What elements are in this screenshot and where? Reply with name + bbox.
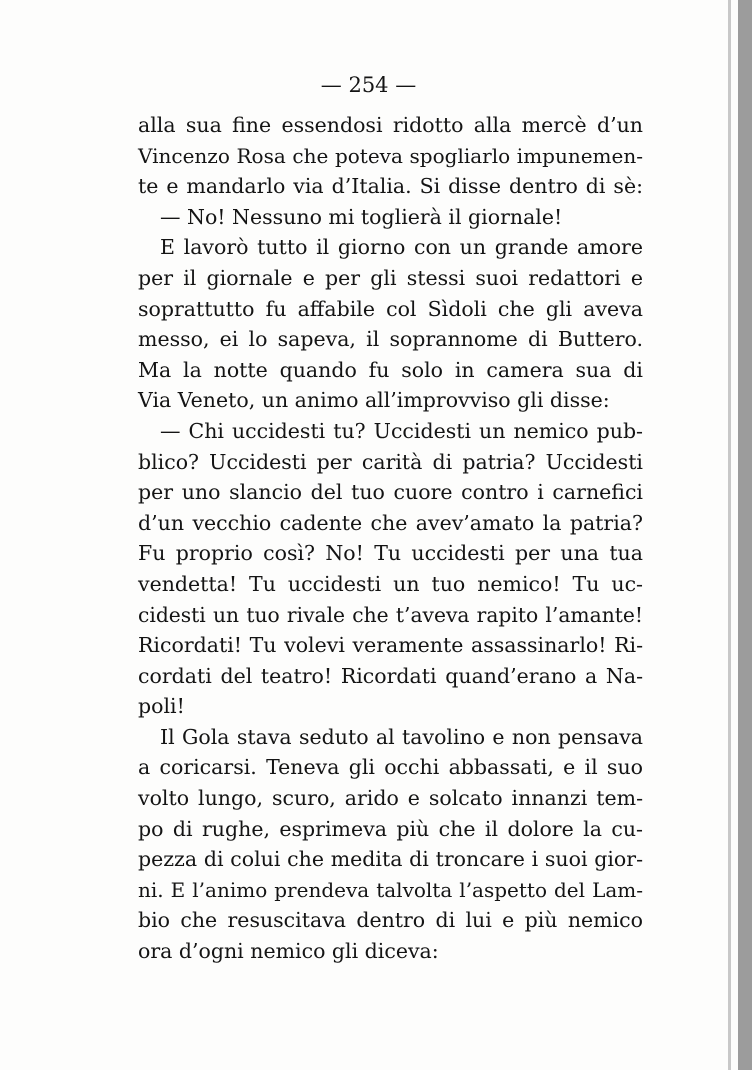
text-line: d’un vecchio cadente che avev’amato la patria? [138,510,643,535]
page-edge-line [728,0,731,1070]
text-line: Fu proprio così? No! Tu uccidesti per una tua [138,541,643,566]
text-line: poli! [138,694,185,719]
text-line: volto lungo, scuro, arido e solcato innanzi tem- [138,786,643,811]
text-line: Vincenzo Rosa che poteva spogliarlo impunemen- [138,143,643,168]
page-number: — 254 — [320,73,417,97]
text-line: ni. E l’animo prendeva talvolta l’aspetto del Lam- [138,877,643,902]
text-line: bio che resuscitava dentro di lui e più nemico [138,908,643,933]
text-line: — Chi uccidesti tu? Uccidesti un nemico pub- [160,418,643,443]
text-line: po di rughe, esprimeva più che il dolore la cu- [138,816,643,841]
text-line: Il Gola stava seduto al tavolino e non pensava [160,724,643,749]
text-line: pezza di colui che medita di troncare i suoi gior- [138,847,643,872]
text-line: — No! Nessuno mi toglierà il giornale! [160,204,563,229]
text-line: E lavorò tutto il giorno con un grande amore [160,235,643,260]
text-line: soprattutto fu affabile col Sìdoli che gli aveva [138,296,643,321]
text-line: blico? Uccidesti per carità di patria? Uccidesti [138,449,643,474]
text-line: te e mandarlo via d’Italia. Si disse dentro di sè: [138,174,643,199]
text-line: Via Veneto, un animo all’improvviso gli disse: [138,388,610,413]
text-line: vendetta! Tu uccidesti un tuo nemico! Tu uc- [138,571,643,596]
text-line: a coricarsi. Teneva gli occhi abbassati, e il suo [138,755,643,780]
text-line: per uno slancio del tuo cuore contro i carnefici [138,480,643,505]
text-line: per il giornale e per gli stessi suoi redattori e [138,265,643,290]
text-line: Ricordati! Tu volevi veramente assassinarlo! Ri- [138,633,643,658]
text-line: ora d’ogni nemico gli diceva: [138,939,439,964]
text-line: alla sua fine essendosi ridotto alla mercè d’un [138,113,643,137]
body-text [138,110,643,967]
text-line: cordati del teatro! Ricordati quand’erano a Na- [138,663,643,688]
page-edge-shadow [738,0,752,1070]
text-line: Ma la notte quando fu solo in camera sua di [138,357,643,382]
text-line: messo, ei lo sapeva, il soprannome di Buttero. [138,327,643,352]
text-line: cidesti un tuo rivale che t’aveva rapito l’amante! [138,602,643,627]
